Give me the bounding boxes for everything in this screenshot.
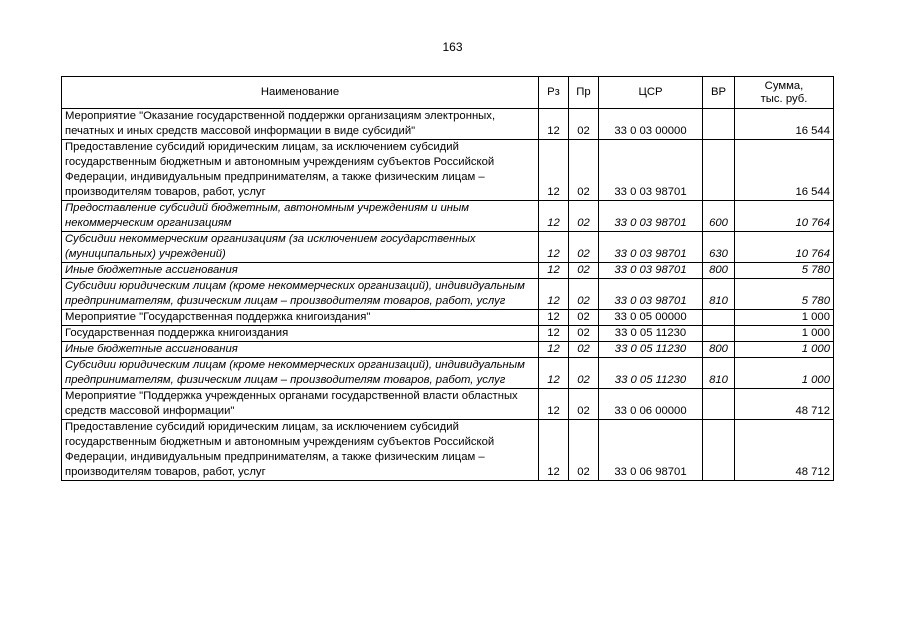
cell-name: Мероприятие "Оказание государственной поддержки организациям электронных, печатных и иных средств массовой информации в виде субсидий" [62, 109, 539, 140]
table-header-row [62, 77, 834, 109]
cell-sum: 10 764 [735, 201, 834, 232]
cell-sum: 16 544 [735, 140, 834, 201]
budget-table [61, 76, 834, 481]
cell-rz: 12 [539, 140, 569, 201]
table-row [62, 358, 834, 389]
cell-rz: 12 [539, 420, 569, 481]
table-row [62, 232, 834, 263]
cell-csr: 33 0 05 00000 [599, 310, 703, 326]
cell-vr: 810 [703, 358, 735, 389]
cell-rz: 12 [539, 279, 569, 310]
cell-name: Предоставление субсидий юридическим лицам, за исключением субсидий государственным бюджетным и автономным учреждениям субъектов Российской Федерации, индивидуальным предпринимателям, а также физическим лицам – производителям товаров, работ, услуг [62, 420, 539, 481]
cell-pr: 02 [569, 358, 599, 389]
header-rz: Рз [539, 77, 569, 109]
cell-sum: 1 000 [735, 326, 834, 342]
table-body [62, 109, 834, 481]
cell-rz: 12 [539, 263, 569, 279]
header-pr: Пр [569, 77, 599, 109]
table-row [62, 263, 834, 279]
cell-name: Иные бюджетные ассигнования [62, 342, 539, 358]
cell-pr: 02 [569, 279, 599, 310]
cell-sum: 5 780 [735, 279, 834, 310]
cell-csr: 33 0 05 11230 [599, 358, 703, 389]
cell-vr: 800 [703, 342, 735, 358]
cell-pr: 02 [569, 326, 599, 342]
cell-rz: 12 [539, 342, 569, 358]
cell-name: Предоставление субсидий бюджетным, автономным учреждениям и иным некоммерческим организациям [62, 201, 539, 232]
cell-name: Государственная поддержка книгоиздания [62, 326, 539, 342]
cell-rz: 12 [539, 358, 569, 389]
cell-vr [703, 420, 735, 481]
cell-vr [703, 140, 735, 201]
cell-csr: 33 0 03 00000 [599, 109, 703, 140]
header-sum: Сумма, тыс. руб. [735, 77, 834, 109]
table-row [62, 342, 834, 358]
table-row [62, 279, 834, 310]
cell-rz: 12 [539, 326, 569, 342]
table-row [62, 326, 834, 342]
cell-vr [703, 109, 735, 140]
cell-rz: 12 [539, 109, 569, 140]
table-row [62, 310, 834, 326]
cell-sum: 1 000 [735, 342, 834, 358]
cell-rz: 12 [539, 389, 569, 420]
cell-vr [703, 326, 735, 342]
cell-csr: 33 0 03 98701 [599, 232, 703, 263]
cell-sum: 48 712 [735, 420, 834, 481]
cell-csr: 33 0 03 98701 [599, 279, 703, 310]
cell-sum: 16 544 [735, 109, 834, 140]
cell-pr: 02 [569, 263, 599, 279]
cell-csr: 33 0 03 98701 [599, 263, 703, 279]
table-row [62, 140, 834, 201]
header-csr: ЦСР [599, 77, 703, 109]
cell-rz: 12 [539, 310, 569, 326]
cell-sum: 48 712 [735, 389, 834, 420]
cell-vr: 630 [703, 232, 735, 263]
cell-csr: 33 0 03 98701 [599, 140, 703, 201]
header-name: Наименование [62, 77, 539, 109]
cell-sum: 1 000 [735, 358, 834, 389]
cell-vr: 600 [703, 201, 735, 232]
header-vr: ВР [703, 77, 735, 109]
cell-name: Субсидии юридическим лицам (кроме некоммерческих организаций), индивидуальным предпринимателям, физическим лицам – производителям товаров, работ, услуг [62, 358, 539, 389]
cell-csr: 33 0 03 98701 [599, 201, 703, 232]
cell-vr: 810 [703, 279, 735, 310]
cell-pr: 02 [569, 420, 599, 481]
cell-vr: 800 [703, 263, 735, 279]
cell-pr: 02 [569, 109, 599, 140]
cell-rz: 12 [539, 201, 569, 232]
cell-name: Мероприятие "Поддержка учрежденных органами государственной власти областных средств массовой информации" [62, 389, 539, 420]
cell-sum: 5 780 [735, 263, 834, 279]
cell-pr: 02 [569, 342, 599, 358]
cell-csr: 33 0 05 11230 [599, 342, 703, 358]
cell-sum: 10 764 [735, 232, 834, 263]
cell-pr: 02 [569, 201, 599, 232]
cell-vr [703, 310, 735, 326]
cell-pr: 02 [569, 389, 599, 420]
cell-csr: 33 0 06 98701 [599, 420, 703, 481]
cell-name: Иные бюджетные ассигнования [62, 263, 539, 279]
cell-pr: 02 [569, 310, 599, 326]
cell-csr: 33 0 05 11230 [599, 326, 703, 342]
table-row [62, 201, 834, 232]
page-number: 163 [442, 40, 463, 54]
cell-name: Предоставление субсидий юридическим лицам, за исключением субсидий государственным бюджетным и автономным учреждениям субъектов Российской Федерации, индивидуальным предпринимателям, а также физическим лицам – производителям товаров, работ, услуг [62, 140, 539, 201]
table-row [62, 389, 834, 420]
cell-vr [703, 389, 735, 420]
cell-name: Субсидии юридическим лицам (кроме некоммерческих организаций), индивидуальным предпринимателям, физическим лицам – производителям товаров, работ, услуг [62, 279, 539, 310]
cell-rz: 12 [539, 232, 569, 263]
cell-pr: 02 [569, 140, 599, 201]
cell-name: Субсидии некоммерческим организациям (за исключением государственных (муниципальных) учреждений) [62, 232, 539, 263]
cell-sum: 1 000 [735, 310, 834, 326]
cell-name: Мероприятие "Государственная поддержка книгоиздания" [62, 310, 539, 326]
cell-csr: 33 0 06 00000 [599, 389, 703, 420]
cell-pr: 02 [569, 232, 599, 263]
table-row [62, 420, 834, 481]
table-row [62, 109, 834, 140]
